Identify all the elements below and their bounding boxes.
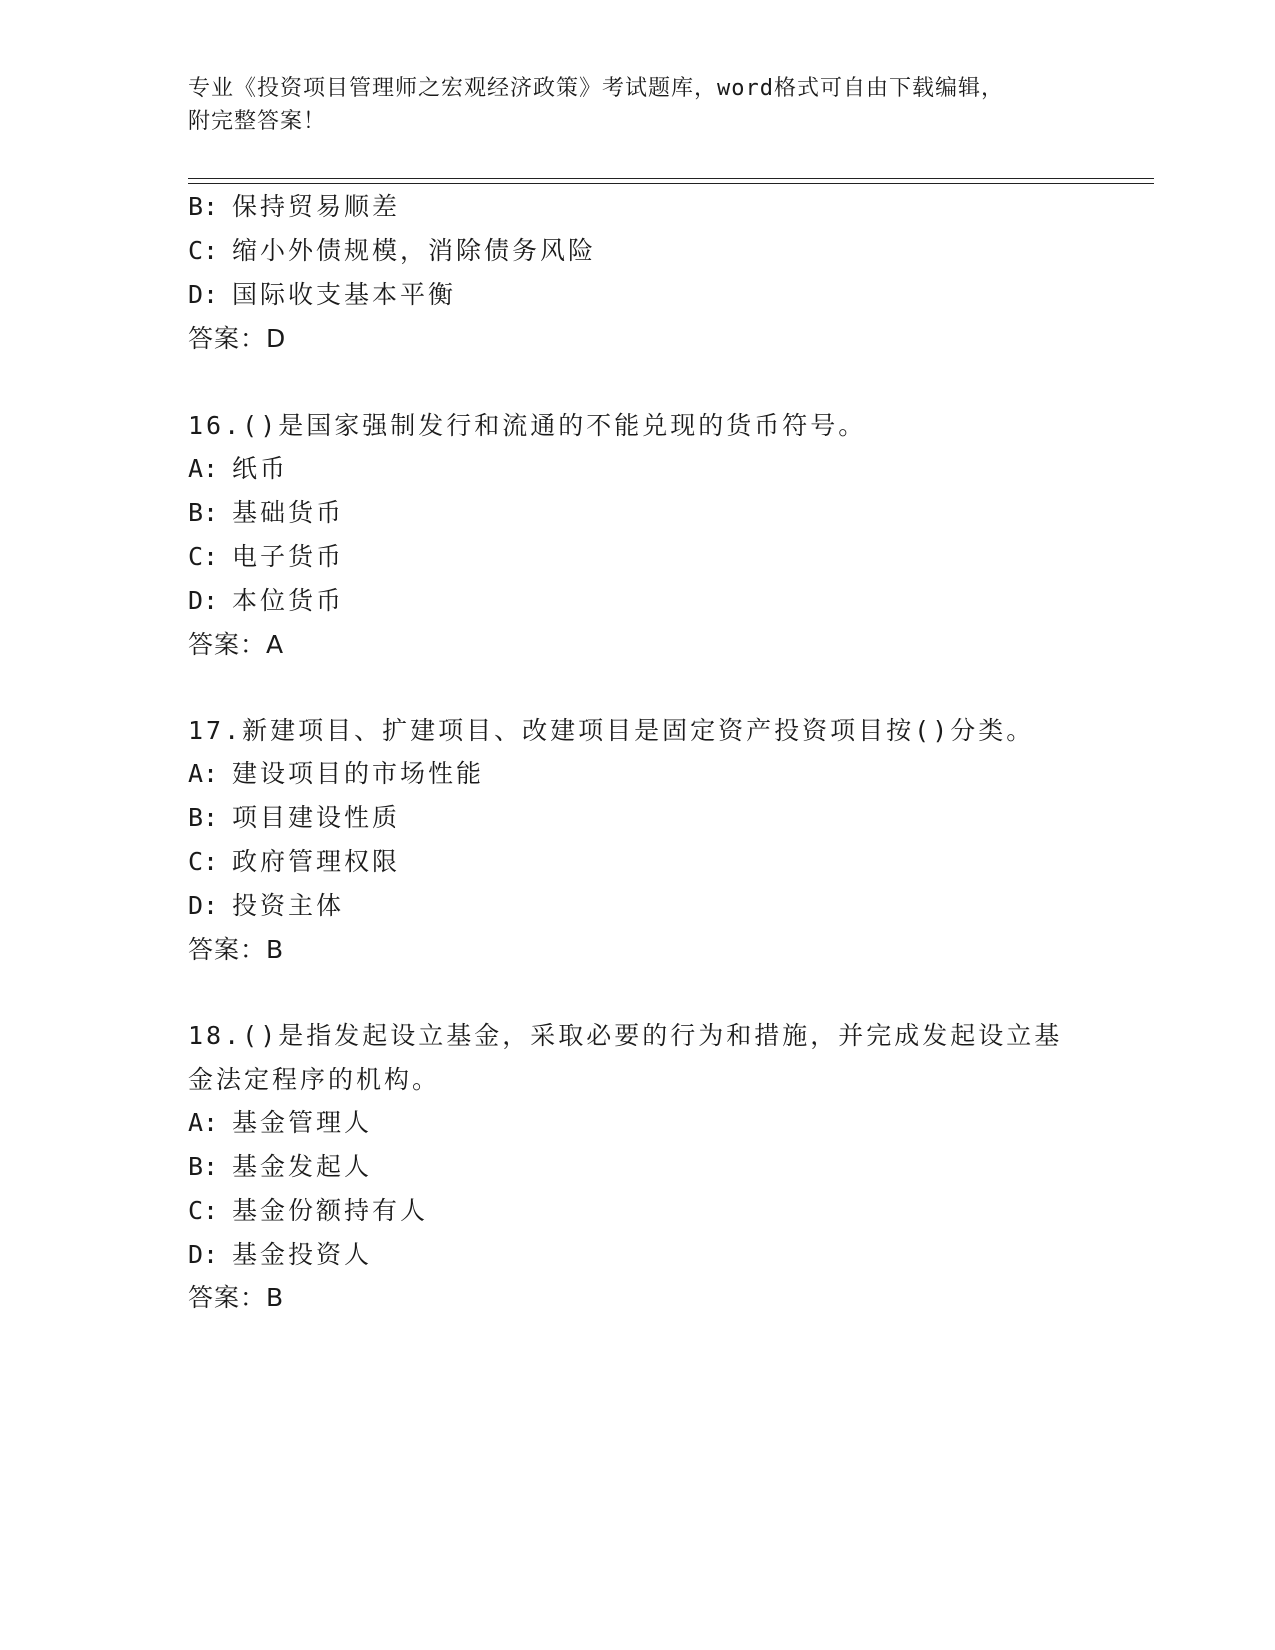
option-key: D: [188, 586, 219, 615]
answer-line: 答案：A [188, 630, 285, 659]
option-key: A: [188, 1108, 219, 1137]
document-header [188, 72, 1068, 138]
question-stem: 17.新建项目、扩建项目、改建项目是固定资产投资项目按()分类。 [188, 716, 1035, 745]
option-item [188, 1108, 372, 1138]
answer-line: 答案：B [188, 1283, 285, 1312]
option-text: 国际收支基本平衡 [232, 280, 457, 309]
header-divider-top [188, 178, 1154, 179]
option-item [188, 1240, 372, 1270]
option-text: 纸币 [232, 454, 289, 483]
option-key: B: [188, 803, 219, 832]
option-item [188, 1196, 428, 1226]
option-text: 政府管理权限 [232, 847, 401, 876]
option-text: 缩小外债规模，消除债务风险 [232, 236, 597, 265]
option-item [188, 454, 288, 484]
option-key: C: [188, 1196, 219, 1225]
question-stem: 16.()是国家强制发行和流通的不能兑现的货币符号。 [188, 411, 867, 440]
option-key: B: [188, 1152, 219, 1181]
header-line-1: 专业《投资项目管理师之宏观经济政策》考试题库，word格式可自由下载编辑， [188, 76, 1004, 101]
option-key: A: [188, 454, 219, 483]
header-line-2: 附完整答案！ [188, 109, 327, 134]
option-key: C: [188, 847, 219, 876]
option-text: 本位货币 [232, 586, 345, 615]
answer-line: 答案：B [188, 935, 285, 964]
option-key: C: [188, 542, 219, 571]
answer-line: 答案：D [188, 324, 287, 353]
option-text: 保持贸易顺差 [232, 192, 401, 221]
option-item [188, 1152, 372, 1182]
option-key: A: [188, 759, 219, 788]
option-item [188, 542, 344, 572]
header-divider-bottom [188, 183, 1154, 184]
option-text: 基金份额持有人 [232, 1196, 429, 1225]
option-item [188, 586, 344, 616]
option-item [188, 498, 344, 528]
option-item [188, 236, 596, 266]
question-stem-continued: 金法定程序的机构。 [188, 1065, 441, 1094]
option-key: D: [188, 1240, 219, 1269]
option-text: 基础货币 [232, 498, 345, 527]
option-item [188, 847, 400, 877]
option-item [188, 803, 400, 833]
question-stem: 18.()是指发起设立基金，采取必要的行为和措施，并完成发起设立基 [188, 1021, 1063, 1050]
option-item [188, 759, 484, 789]
option-key: C: [188, 236, 219, 265]
option-item [188, 192, 400, 222]
option-text: 基金投资人 [232, 1240, 373, 1269]
option-text: 项目建设性质 [232, 803, 401, 832]
option-text: 电子货币 [232, 542, 345, 571]
option-text: 投资主体 [232, 891, 345, 920]
option-key: D: [188, 891, 219, 920]
option-key: B: [188, 498, 219, 527]
option-text: 基金发起人 [232, 1152, 373, 1181]
option-text: 建设项目的市场性能 [232, 759, 485, 788]
option-item [188, 891, 344, 921]
option-key: D: [188, 280, 219, 309]
option-item [188, 280, 456, 310]
option-key: B: [188, 192, 219, 221]
option-text: 基金管理人 [232, 1108, 373, 1137]
